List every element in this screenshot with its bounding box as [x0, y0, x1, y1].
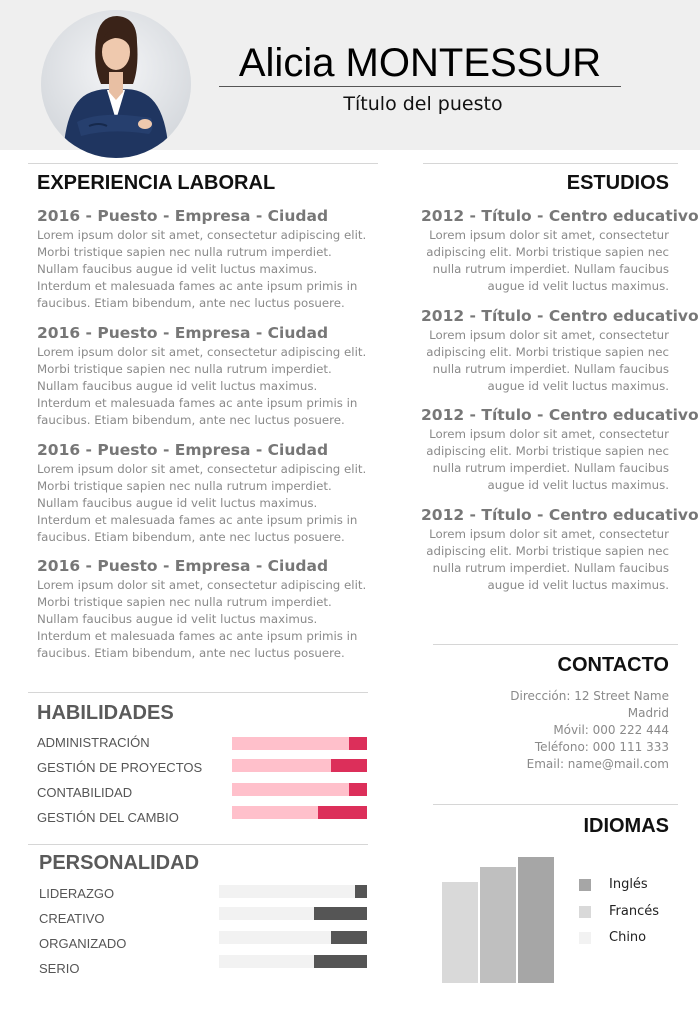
experience-entry-body: Lorem ipsum dolor sit amet, consectetur adipiscing elit. Morbi tristique sapien nec nulla rutrum imperdiet. Nullam faucibus augue id velit luctus maximus. Interdum et malesuada fames ac ante ipsum primis in faucibus. Etiam bibendum, ante nec luctus posuere.	[37, 228, 367, 310]
name-underline	[219, 86, 621, 87]
study-entry	[421, 306, 699, 395]
legend-swatch	[579, 879, 591, 891]
personality-level-fill	[355, 885, 367, 898]
skill-level-bar	[232, 783, 367, 796]
study-entry-heading: 2012 - Título - Centro educativo	[421, 207, 699, 225]
legend-swatch	[579, 906, 591, 918]
profile-photo	[41, 10, 191, 158]
personality-label: LIDERAZGO	[39, 886, 115, 901]
study-entry	[421, 405, 699, 494]
job-title: Título del puesto	[343, 93, 503, 115]
personality-level-fill	[331, 931, 367, 944]
legend-label: Chino	[609, 930, 647, 945]
skill-label: GESTIÓN DE PROYECTOS	[37, 760, 203, 775]
study-entry-body: Lorem ipsum dolor sit amet, consectetur adipiscing elit. Morbi tristique sapien nec nulla rutrum imperdiet. Nullam faucibus augue id velit luctus maximus.	[426, 228, 669, 293]
experience-entry-body: Lorem ipsum dolor sit amet, consectetur adipiscing elit. Morbi tristique sapien nec nulla rutrum imperdiet. Nullam faucibus augue id velit luctus maximus. Interdum et malesuada fames ac ante ipsum primis in faucibus. Etiam bibendum, ante nec luctus posuere.	[37, 578, 367, 660]
divider-languages	[433, 804, 678, 805]
study-entry-heading: 2012 - Título - Centro educativo	[421, 406, 699, 424]
contact-address: Dirección: 12 Street Name	[510, 689, 669, 703]
contact-city: Madrid	[627, 706, 669, 720]
section-title-personality: PERSONALIDAD	[39, 852, 200, 874]
experience-entry-heading: 2016 - Puesto - Empresa - Ciudad	[37, 324, 329, 342]
legend-label: Francés	[609, 904, 660, 919]
study-entry	[421, 206, 699, 295]
contact-mobile: Móvil: 000 222 444	[553, 723, 669, 737]
experience-entry	[37, 440, 373, 546]
experience-entry-body: Lorem ipsum dolor sit amet, consectetur adipiscing elit. Morbi tristique sapien nec nulla rutrum imperdiet. Nullam faucibus augue id velit luctus maximus. Interdum et malesuada fames ac ante ipsum primis in faucibus. Etiam bibendum, ante nec luctus posuere.	[37, 345, 367, 427]
skill-level-fill	[318, 806, 367, 819]
section-title-languages: IDIOMAS	[583, 815, 669, 837]
study-entry-heading: 2012 - Título - Centro educativo	[421, 506, 699, 524]
contact-phone: Teléfono: 000 111 333	[534, 740, 669, 754]
section-title-contact: CONTACTO	[557, 654, 669, 676]
legend-swatch	[579, 932, 591, 944]
section-title-studies: ESTUDIOS	[566, 172, 669, 194]
personality-label: CREATIVO	[39, 911, 105, 926]
language-bar	[442, 882, 478, 983]
divider-personality	[28, 844, 368, 845]
skill-label: GESTIÓN DEL CAMBIO	[37, 810, 179, 825]
personality-level-fill	[314, 955, 367, 968]
divider-studies	[423, 163, 678, 164]
divider-contact	[433, 644, 678, 645]
experience-entry-heading: 2016 - Puesto - Empresa - Ciudad	[37, 441, 329, 459]
candidate-name: Alicia MONTESSUR	[238, 41, 602, 85]
skill-label: CONTABILIDAD	[37, 785, 133, 800]
section-title-skills: HABILIDADES	[37, 702, 174, 724]
personality-level-bar	[219, 955, 367, 968]
experience-entry-heading: 2016 - Puesto - Empresa - Ciudad	[37, 557, 329, 575]
contact-email: Email: name@mail.com	[526, 757, 669, 771]
personality-level-bar	[219, 907, 367, 920]
personality-level-bar	[219, 931, 367, 944]
skill-level-bar	[232, 737, 367, 750]
personality-label: ORGANIZADO	[39, 936, 127, 951]
divider-skills	[28, 692, 368, 693]
skill-level-fill	[349, 737, 367, 750]
personality-level-fill	[314, 907, 367, 920]
experience-entry	[37, 206, 373, 312]
skill-level-bar	[232, 806, 367, 819]
language-bar	[518, 857, 554, 983]
study-entry-body: Lorem ipsum dolor sit amet, consectetur adipiscing elit. Morbi tristique sapien nec nulla rutrum imperdiet. Nullam faucibus augue id velit luctus maximus.	[426, 427, 669, 492]
personality-level-bar	[219, 885, 367, 898]
study-entry-body: Lorem ipsum dolor sit amet, consectetur adipiscing elit. Morbi tristique sapien nec nulla rutrum imperdiet. Nullam faucibus augue id velit luctus maximus.	[426, 328, 669, 393]
divider-experience	[28, 163, 378, 164]
language-bar	[480, 867, 516, 983]
skill-label: ADMINISTRACIÓN	[37, 735, 150, 750]
study-entry	[421, 505, 699, 594]
personality-label: SERIO	[39, 961, 80, 976]
experience-entry	[37, 556, 373, 662]
experience-entry	[37, 323, 373, 429]
experience-entry-heading: 2016 - Puesto - Empresa - Ciudad	[37, 207, 329, 225]
skill-level-bar	[232, 759, 367, 772]
experience-entry-body: Lorem ipsum dolor sit amet, consectetur adipiscing elit. Morbi tristique sapien nec nulla rutrum imperdiet. Nullam faucibus augue id velit luctus maximus. Interdum et malesuada fames ac ante ipsum primis in faucibus. Etiam bibendum, ante nec luctus posuere.	[37, 462, 367, 544]
study-entry-body: Lorem ipsum dolor sit amet, consectetur adipiscing elit. Morbi tristique sapien nec nulla rutrum imperdiet. Nullam faucibus augue id velit luctus maximus.	[426, 527, 669, 592]
legend-label: Inglés	[609, 877, 648, 892]
section-title-experience: EXPERIENCIA LABORAL	[37, 172, 276, 194]
skill-level-fill	[331, 759, 367, 772]
skill-level-fill	[349, 783, 367, 796]
study-entry-heading: 2012 - Título - Centro educativo	[421, 307, 699, 325]
